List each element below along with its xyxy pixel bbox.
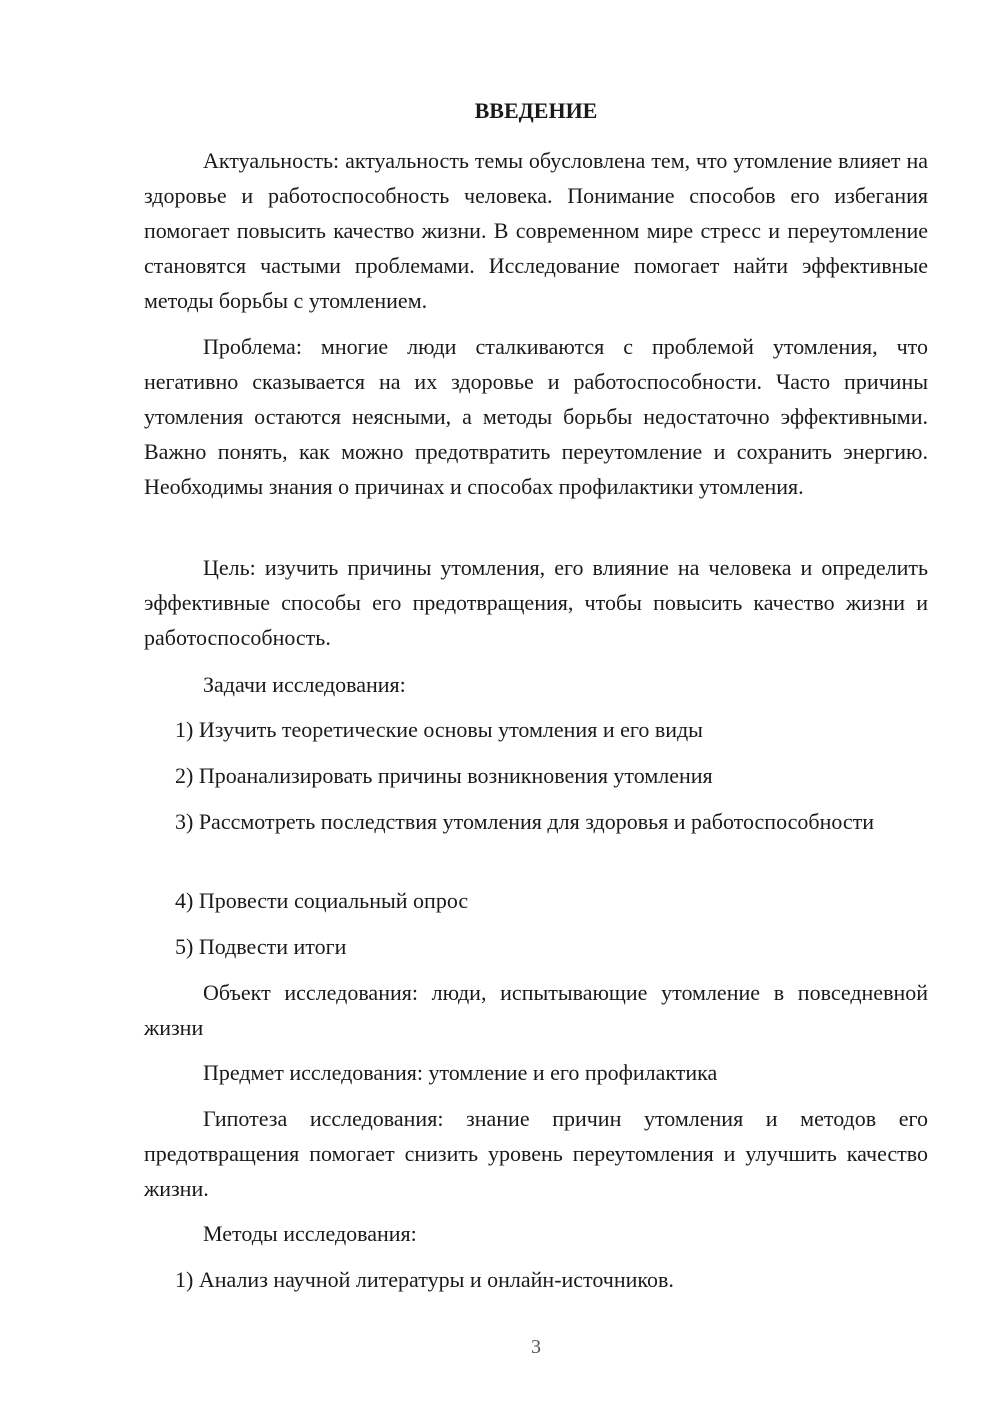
section-title: ВВЕДЕНИЕ bbox=[474, 98, 598, 123]
task-item: 5) Подвести итоги bbox=[175, 934, 347, 959]
task-item: 3) Рассмотреть последствия утомления для здоровья и работоспособности bbox=[175, 809, 875, 834]
methods-heading: Методы исследования: bbox=[203, 1221, 417, 1246]
goal-paragraph: Цель: изучить причины утомления, его влияние на человека и определить эффективные способы его предотвращения, чтобы повысить качество жизни и работоспособность. bbox=[144, 555, 928, 650]
hypothesis-paragraph: Гипотеза исследования: знание причин утомления и методов его предотвращения помогает снизить уровень переутомления и улучшить качество жизни. bbox=[144, 1106, 928, 1201]
method-item: 1) Анализ научной литературы и онлайн-источников. bbox=[175, 1267, 674, 1292]
task-item: 4) Провести социальный опрос bbox=[175, 888, 469, 913]
problem-paragraph: Проблема: многие люди сталкиваются с проблемой утомления, что негативно сказывается на их здоровье и работоспособности. Часто причины утомления остаются неясными, а методы борьбы недостаточно эффективными. Важно понять, как можно предотвратить переутомление и сохранить энергию. Необходимы знания о причинах и способах профилактики утомления. bbox=[144, 334, 928, 499]
relevance-paragraph: Актуальность: актуальность темы обусловлена тем, что утомление влияет на здоровье и работоспособность человека. Понимание способов его избегания помогает повысить качество жизни. В современном мире стресс и переутомление становятся частыми проблемами. Исследование помогает найти эффективные методы борьбы с утомлением. bbox=[144, 148, 928, 313]
research-object-paragraph: Объект исследования: люди, испытывающие утомление в повседневной жизни bbox=[144, 980, 928, 1040]
research-subject-paragraph: Предмет исследования: утомление и его профилактика bbox=[203, 1060, 718, 1085]
task-item: 1) Изучить теоретические основы утомления и его виды bbox=[175, 717, 703, 742]
task-item: 2) Проанализировать причины возникновения утомления bbox=[175, 763, 713, 788]
tasks-heading: Задачи исследования: bbox=[203, 672, 406, 697]
page-number: 3 bbox=[531, 1336, 541, 1358]
